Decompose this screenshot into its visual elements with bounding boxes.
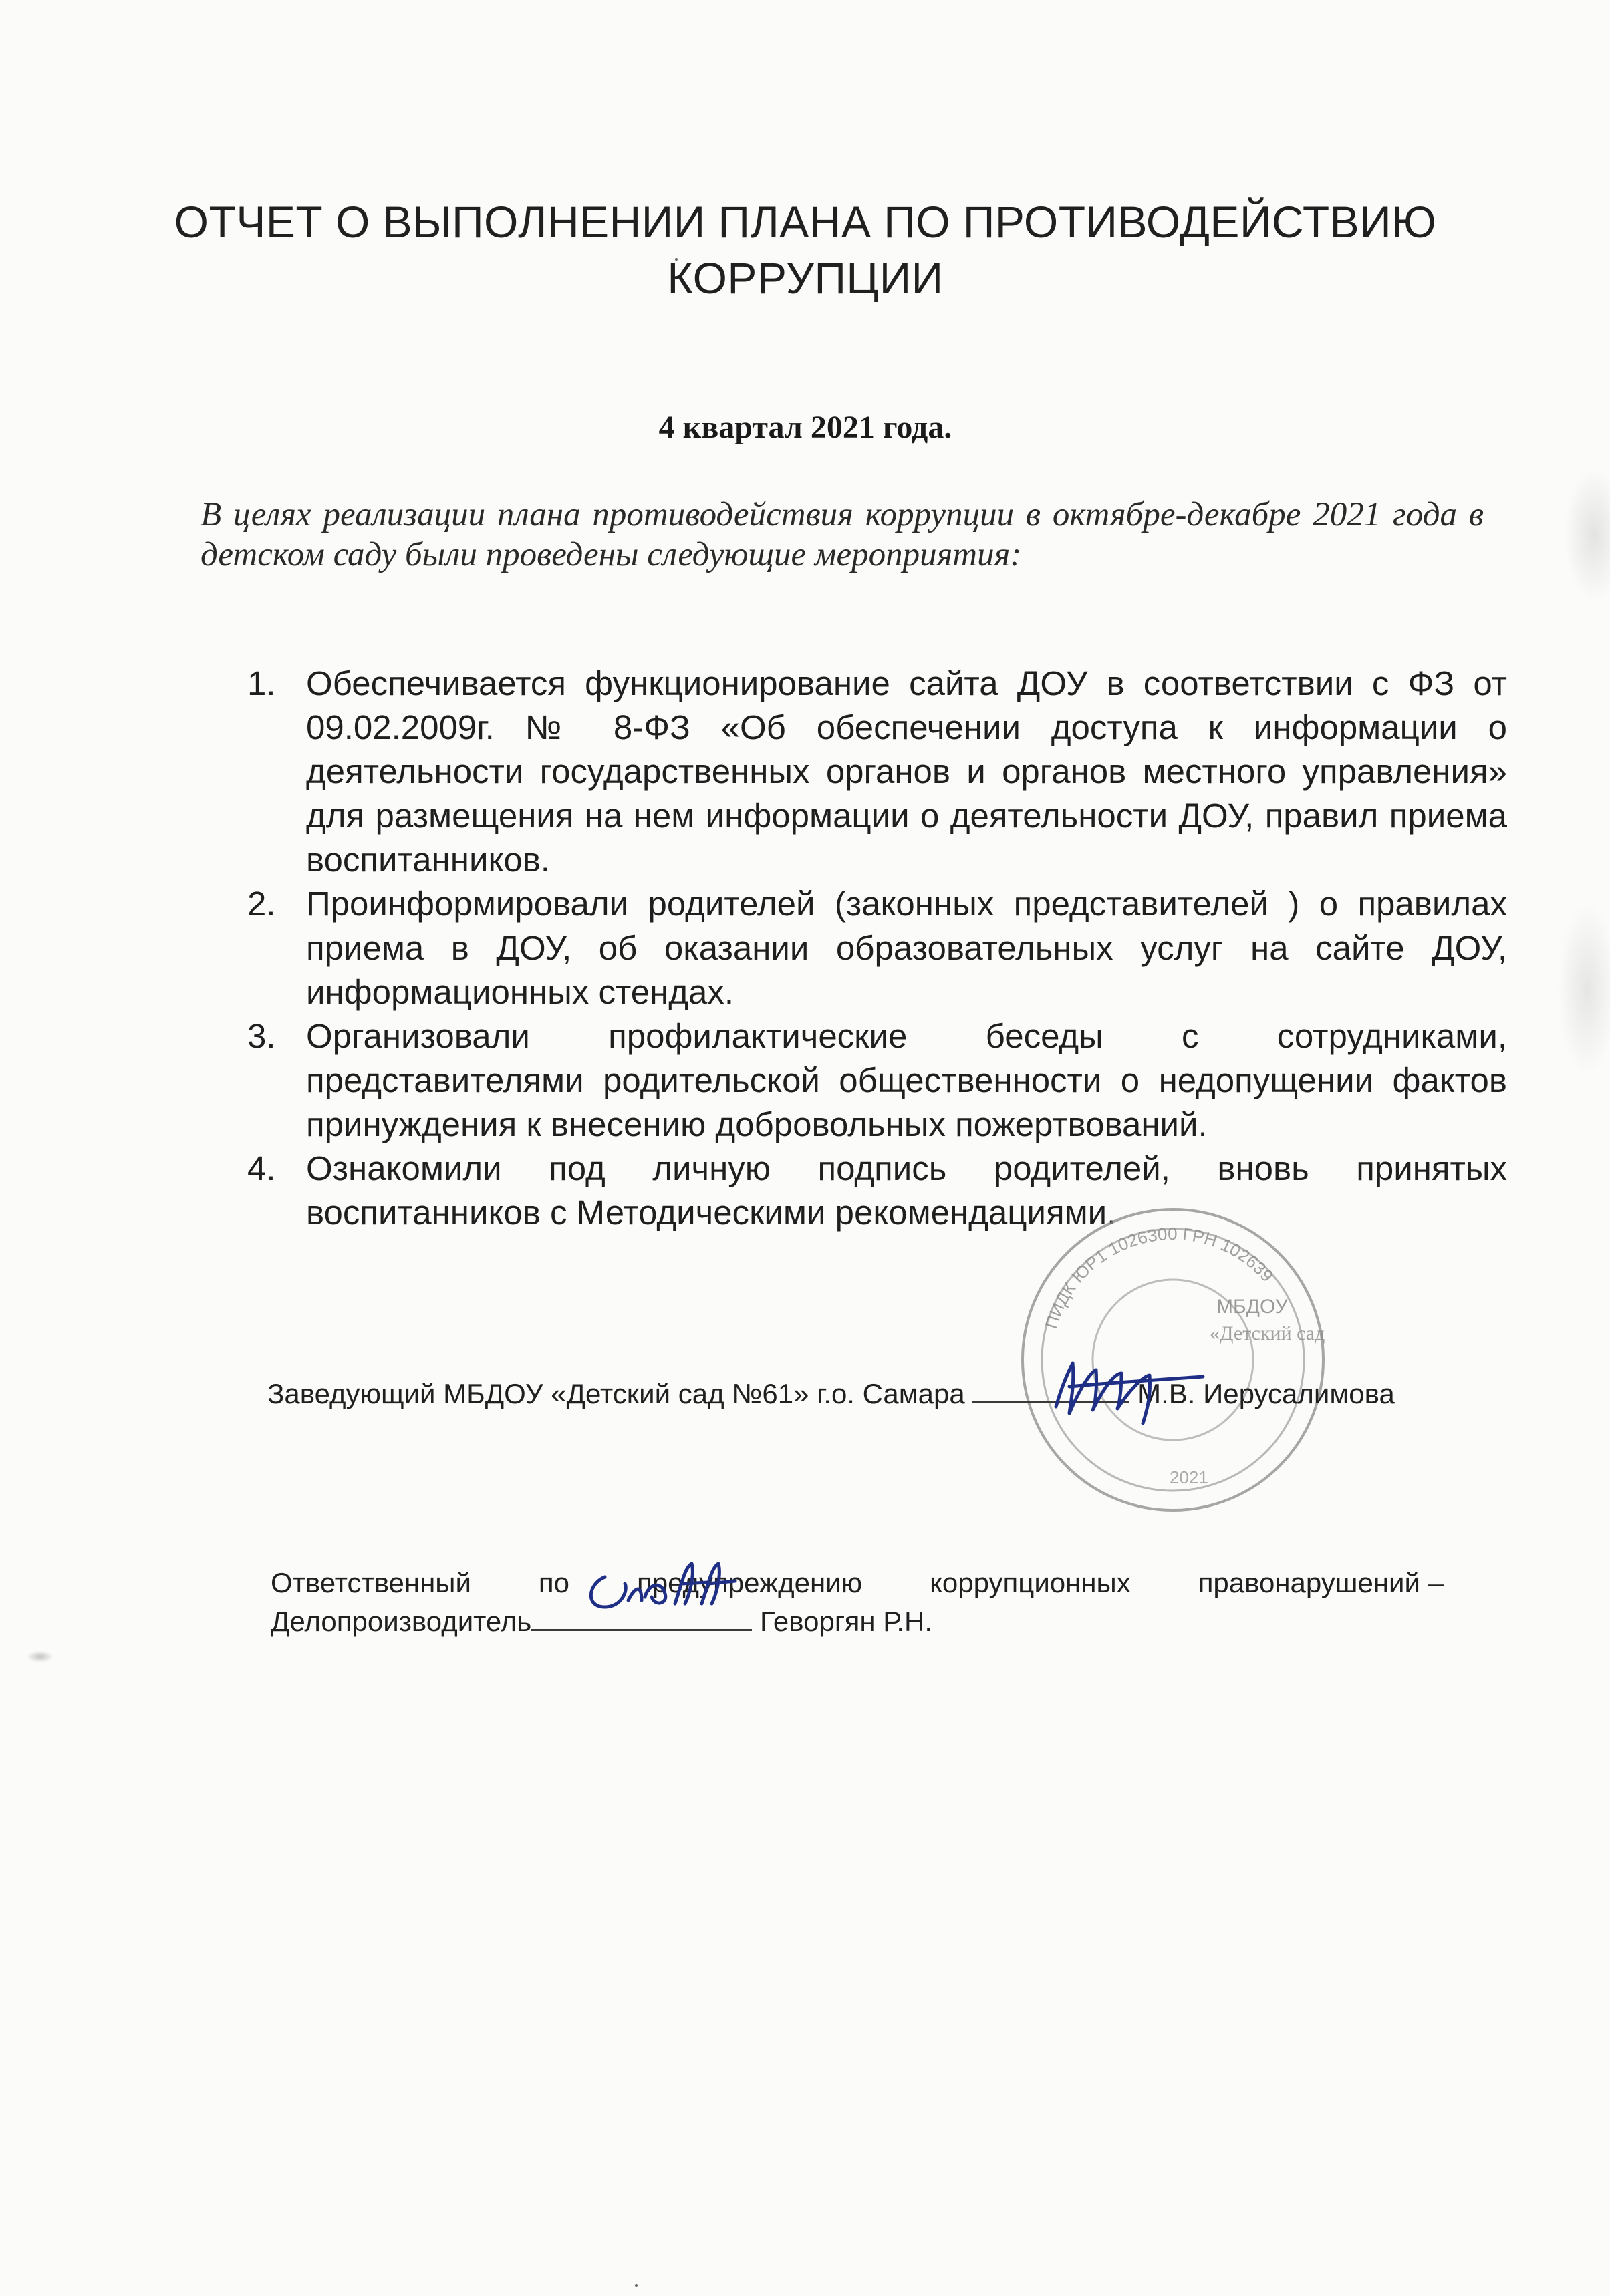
scan-smudge: [1557, 902, 1610, 1076]
stamp-inner-text: «Детский сад: [1210, 1322, 1325, 1344]
scan-smudge: [1564, 468, 1610, 601]
list-item-text: Ознакомили под личную подпись родителей, вновь принятых воспитанников с Методическими рекомендациями.: [306, 1149, 1507, 1232]
report-period: 4 квартал 2021 года.: [658, 410, 952, 445]
responsible-name: Геворгян Р.Н.: [759, 1606, 933, 1637]
head-position: Заведующий МБДОУ «Детский сад №61» г.о. Самара: [267, 1378, 965, 1409]
responsible-position-word: правонарушений –: [1198, 1567, 1444, 1598]
responsible-position-word: по: [538, 1567, 570, 1598]
head-name: М.В. Иерусалимова: [1137, 1378, 1395, 1409]
list-item-number: 3.: [247, 1017, 276, 1055]
list-item-text: Проинформировали родителей (законных представителей ) о правилах приема в ДОУ, об оказании образовательных услуг на сайте ДОУ, информационных стендах.: [306, 885, 1507, 1011]
document-title: ОТЧЕТ О ВЫПОЛНЕНИИ ПЛАНА ПО ПРОТИВОДЕЙСТВИЮ КОРРУПЦИИ: [174, 197, 1437, 303]
stamp-outer-text: ПИДК ЮР1 1026300 ГРН 102639: [1041, 1223, 1278, 1331]
handwritten-signature: [1043, 1343, 1210, 1430]
handwritten-signature: [575, 1537, 755, 1624]
responsible-signature-block: [271, 1564, 1444, 1641]
list-item-number: 2.: [247, 885, 276, 923]
list-item-number: 4.: [247, 1149, 276, 1187]
responsible-position-word: коррупционных: [930, 1567, 1131, 1598]
stamp-inner-text: МБДОУ: [1216, 1296, 1288, 1318]
list-item-text: Организовали профилактические беседы с сотрудниками, представителями родительской общественности о недопущении фактов принуждения к внесению добровольных пожертвований.: [306, 1017, 1507, 1143]
intro-paragraph: В целях реализации плана противодействия коррупции в октябре-декабре 2021 года в детском саду были проведены следующие мероприятия:: [200, 496, 1484, 573]
scan-smudge: [27, 1651, 53, 1663]
list-item: [247, 662, 1507, 882]
head-signature-line: [267, 1373, 1537, 1413]
responsible-position-line: [271, 1564, 1444, 1602]
responsible-name-line: [271, 1602, 1444, 1641]
list-item-text: Обеспечивается функционирование сайта ДОУ в соответствии с ФЗ от 09.02.2009г. № 8-ФЗ «Об обеспечении доступа к информации о деятельности государственных органов и органов местного управления» для размещения на нем информации о деятельности ДОУ, правил приема воспитанников.: [306, 664, 1507, 879]
responsible-position-word: Ответственный: [271, 1567, 471, 1598]
list-item: [247, 882, 1507, 1014]
list-item: [247, 1014, 1507, 1147]
responsible-position-word: предупреждению: [636, 1567, 863, 1598]
scan-speck: [635, 2284, 638, 2287]
list-item-number: 1.: [247, 664, 276, 702]
stamp-year-text: 2021: [1170, 1467, 1208, 1487]
measures-list: [247, 662, 1507, 1235]
responsible-role: Делопроизводитель: [271, 1606, 532, 1637]
